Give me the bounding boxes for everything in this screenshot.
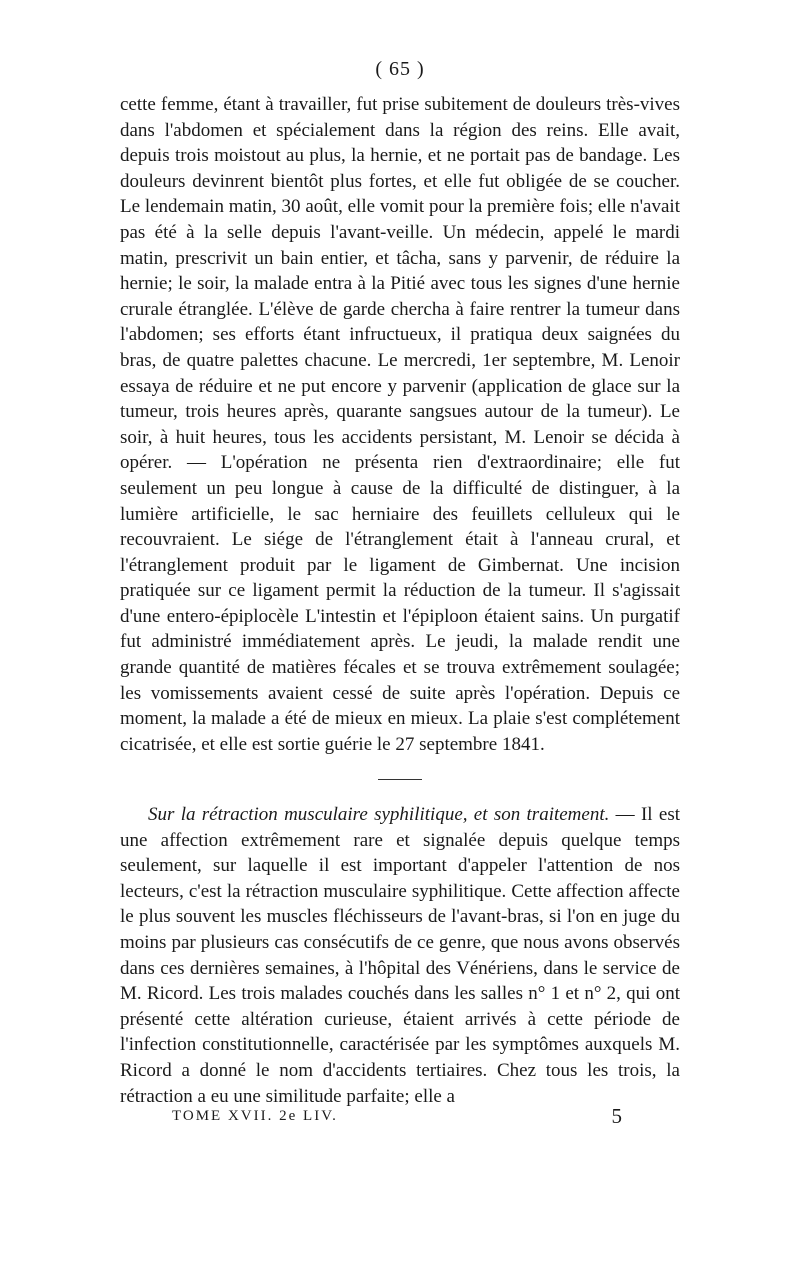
- paragraph-text: cette femme, étant à travailler, fut prise subitement de douleurs très-vives dans l'abdomen et spécialement dans la région des reins. Elle avait, depuis trois moistout au plus, la hernie, et ne portait pas de bandage. Les douleurs devinrent bientôt plus fortes, et elle fut obligée de se coucher. Le lendemain matin, 30 août, elle vomit pour la première fois; elle n'avait pas été à la selle depuis l'avant-veille. Un médecin, appelé le mardi matin, prescrivit un bain entier, et tâcha, sans y parvenir, de réduire la hernie; le soir, la malade entra à la Pitié avec tous les signes d'une hernie crurale étranglée. L'élève de garde chercha à faire rentrer la tumeur dans l'abdomen; ses efforts étant infructueux, il pratiqua deux saignées du bras, de quatre palettes chacune. Le mercredi, 1er septembre, M. Lenoir essaya de réduire et ne put encore y parvenir (application de glace sur la tumeur, trois heures après, quarante sangsues autour de la tumeur). Le soir, à huit heures, tous les accidents persistant, M. Lenoir se décida à opérer. — L'opération ne présenta rien d'extraordinaire; elle fut seulement un peu longue à cause de la difficulté de distinguer, à la lumière artificielle, le sac herniaire des feuillets celluleux qui le recouvraient. Le siége de l'étranglement était à l'anneau crural, et l'étranglement produit par le ligament de Gimbernat. Une incision pratiquée sur ce ligament permit la réduction de la tumeur. Il s'agissait d'une entero-épiplocèle L'intestin et l'épiploon étaient sains. Un purgatif fut administré immédiatement après. Le jeudi, la malade rendit une grande quantité de matières fécales et se trouva extrêmement soulagée; les vomissements avaient cessé de suite après l'opération. Depuis ce moment, la malade a été de mieux en mieux. La plaie s'est complétement cicatrisée, et elle est sortie guérie le 27 septembre 1841.: [120, 94, 680, 755]
- article-body: Il est une affection extrêmement rare et signalée depuis quelque temps seulement, sur laquelle il est important d'appeler l'attention de nos lecteurs, c'est la rétraction musculaire syphilitique. Cette affection affecte le plus souvent les muscles fléchisseurs de l'avant-bras, si l'on en juge du moins par plusieurs cas consécutifs de ce genre, que nous avons observés dans ces dernières semaines, à l'hôpital des Vénériens, dans le service de M. Ricord. Les trois malades couchés dans les salles n° 1 et n° 2, qui ont présenté cette altération curieuse, étaient arrivés à cette période de l'infection constitutionnelle, caractérisée par les symptômes auxquels M. Ricord a donné le nom d'accidents tertiaires. Chez tous les trois, la rétraction a eu une similitude parfaite; elle a: [120, 804, 680, 1107]
- continued-paragraph: [120, 92, 680, 757]
- page-number: ( 65 ): [375, 58, 425, 80]
- section-separator: [378, 779, 422, 780]
- signature-mark: TOME XVII. 2e LIV.: [172, 1108, 338, 1124]
- heading-dash: —: [609, 804, 641, 825]
- sheet-number: 5: [611, 1104, 624, 1128]
- article-heading: Sur la rétraction musculaire syphilitique, et son traitement.: [148, 804, 610, 825]
- article-section: [120, 802, 680, 1109]
- article-paragraph: [120, 802, 680, 1109]
